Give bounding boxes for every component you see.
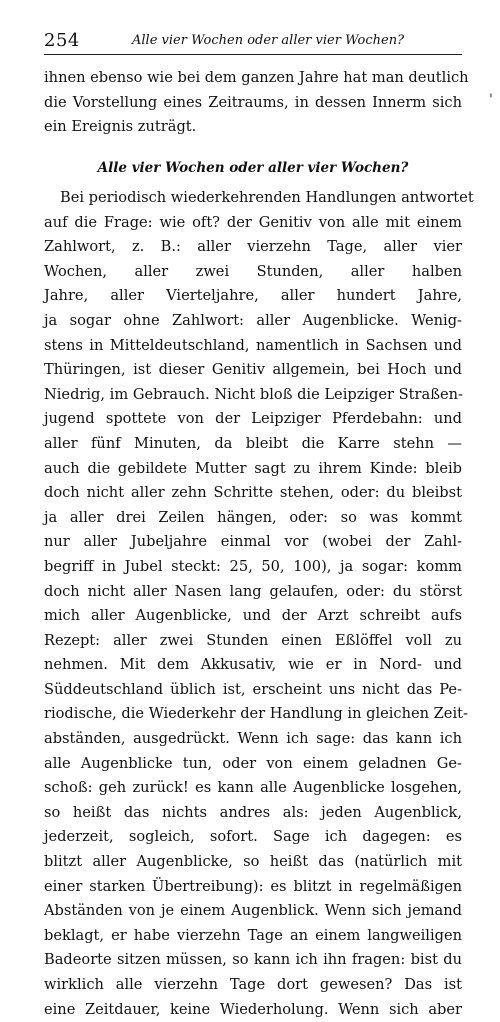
text-line: Bei periodisch wiederkehrenden Handlungen antwortet: [60, 189, 474, 206]
text-line: Badeorte sitzen müssen, so kann ich ihn fragen: bist du: [44, 951, 462, 969]
text-line: Niedrig, im Gebrauch. Nicht bloß die Leipziger Straßen-: [44, 385, 463, 403]
intro-paragraph: [44, 66, 469, 140]
text-line: Rezept: aller zwei Stunden einen Eßlöffel voll zu: [44, 631, 462, 649]
running-head: [44, 30, 464, 52]
margin-mark: ': [489, 92, 493, 108]
text-line: doch nicht aller zehn Schritte stehen, oder: du bleibst: [44, 484, 462, 502]
body-paragraph: [44, 186, 474, 1022]
text-line: ein Ereignis zuträgt.: [44, 118, 197, 136]
text-line: auf die Frage: wie oft? der Genitiv von alle mit einem: [44, 213, 462, 231]
text-line: alle Augenblicke tun, oder von einem geladnen Ge-: [44, 754, 462, 772]
text-line: Abständen von je einem Augenblick. Wenn sich jemand: [44, 902, 462, 920]
text-line: eine Zeitdauer, keine Wiederholung. Wenn sich aber: [44, 1000, 462, 1018]
header-rule: [44, 54, 462, 55]
text-line: Zahlwort, z. B.: aller vierzehn Tage, aller vier: [44, 238, 462, 256]
text-line: riodische, die Wiederkehr der Handlung in gleichen Zeit-: [44, 705, 468, 723]
text-line: auch die gebildete Mutter sagt zu ihrem Kinde: bleib: [44, 459, 462, 477]
text-line: schoß: geh zurück! es kann alle Augenblicke losgehen,: [44, 779, 462, 797]
text-line: doch nicht aller Nasen lang gelaufen, oder: du störst: [44, 582, 462, 600]
text-line: ihnen ebenso wie bei dem ganzen Jahre hat man deutlich: [44, 69, 469, 86]
text-line: ja aller drei Zeilen hängen, oder: so was kommt: [44, 508, 462, 526]
text-line: jugend spottete von der Leipziger Pferdebahn: und: [44, 410, 462, 428]
text-line: Thüringen, ist dieser Genitiv allgemein, bei Hoch und: [44, 361, 462, 379]
text-line: so heißt das nichts andres als: jeden Augenblick,: [44, 803, 462, 821]
text-line: Süddeutschland üblich ist, erscheint uns nicht das Pe-: [44, 680, 462, 698]
text-line: Wochen, aller zwei Stunden, aller halben: [44, 262, 462, 280]
text-line: einer starken Übertreibung): es blitzt in regelmäßigen: [44, 877, 462, 895]
page-number: 254: [44, 30, 80, 51]
text-line: Jahre, aller Vierteljahre, aller hundert Jahre,: [44, 287, 462, 305]
text-line: wirklich alle vierzehn Tage dort gewesen? Das ist: [44, 976, 462, 993]
text-line: begriff in Jubel steckt: 25, 50, 100), ja sogar: komm: [44, 557, 462, 575]
text-line: beklagt, er habe vierzehn Tage an einem langweiligen: [44, 926, 462, 944]
text-line: blitzt aller Augenblicke, so heißt das (natürlich mit: [44, 853, 462, 871]
text-line: jederzeit, sogleich, sofort. Sage ich dagegen: es: [44, 828, 462, 846]
text-line: nur aller Jubeljahre einmal vor (wobei der Zahl-: [44, 533, 462, 551]
running-title: Alle vier Wochen oder aller vier Wochen?: [132, 33, 405, 48]
section-heading: Alle vier Wochen oder aller vier Wochen?: [97, 160, 409, 176]
text-line: nehmen. Mit dem Akkusativ, wie er in Nord- und: [44, 656, 462, 674]
text-line: ja sogar ohne Zahlwort: aller Augenblicke. Wenig-: [44, 311, 462, 329]
text-line: stens in Mitteldeutschland, namentlich in Sachsen und: [44, 336, 462, 354]
text-line: abständen, ausgedrückt. Wenn ich sage: das kann ich: [44, 730, 462, 748]
text-line: aller fünf Minuten, da bleibt die Karre stehn —: [44, 434, 462, 452]
text-line: die Vorstellung eines Zeitraums, in dessen Innerm sich: [44, 93, 462, 111]
text-line: mich aller Augenblicke, und der Arzt schreibt aufs: [44, 607, 462, 625]
